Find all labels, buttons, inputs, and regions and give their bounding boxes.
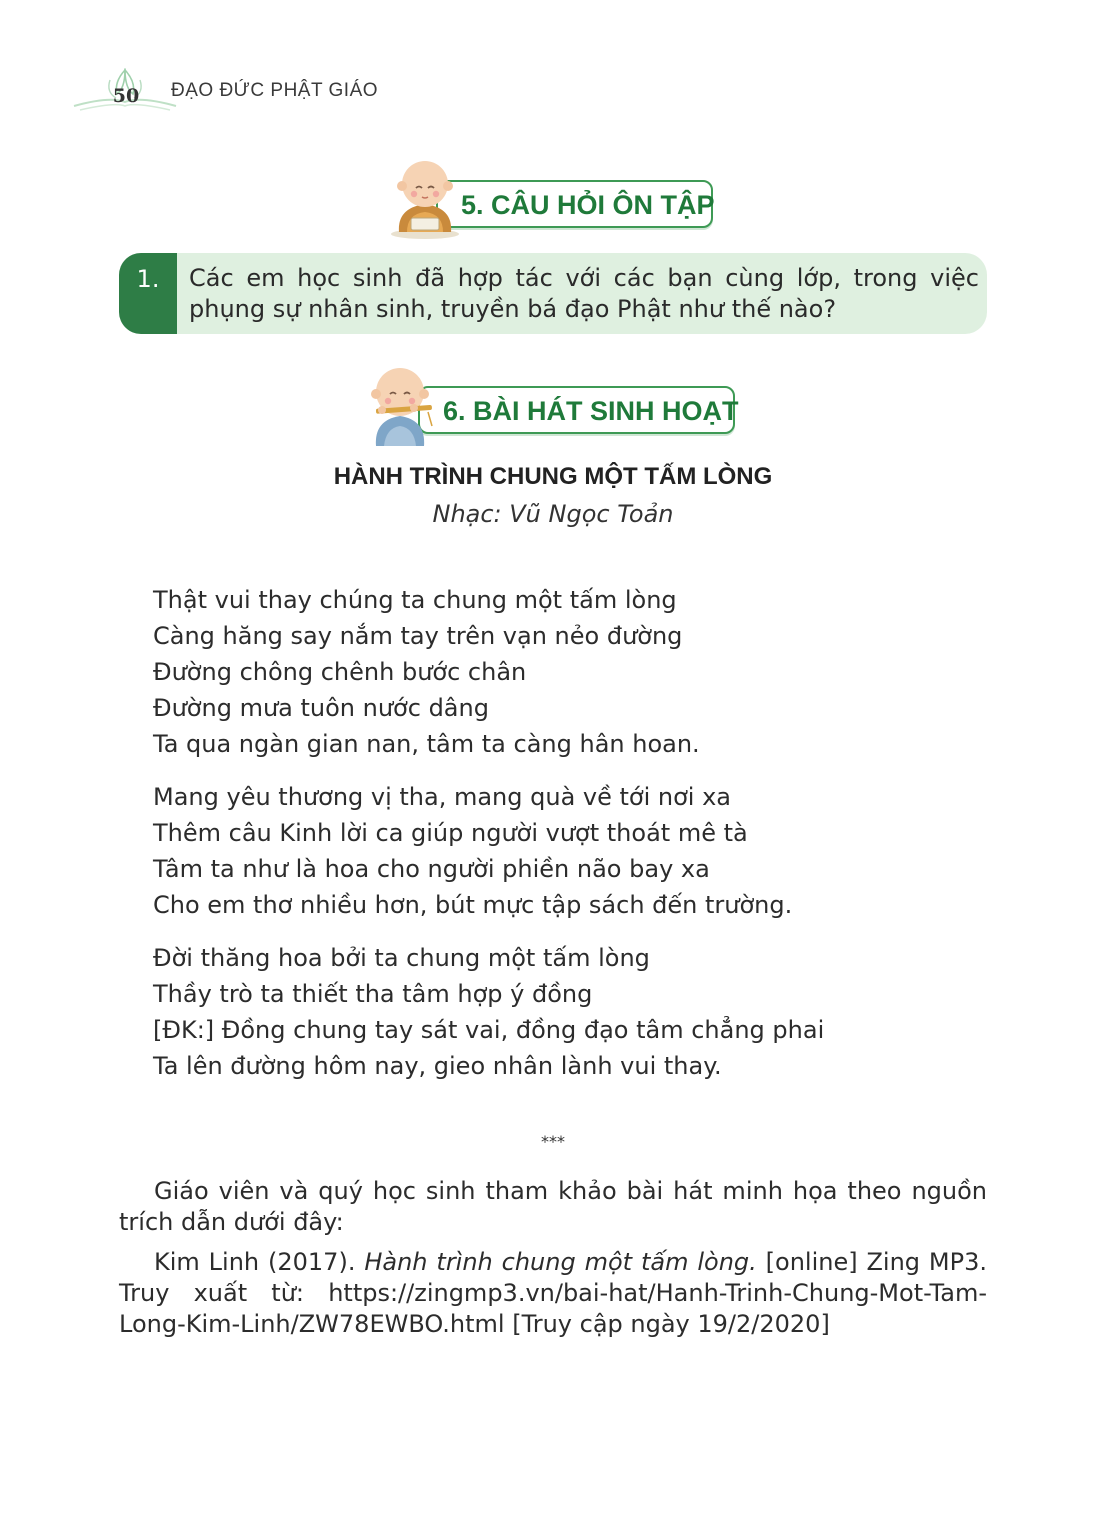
lyric-line: Đời thăng hoa bởi ta chung một tấm lòng xyxy=(153,944,650,972)
stanza-3 xyxy=(153,940,1033,1084)
page-number: 50 xyxy=(112,85,140,107)
section-6-label: 6. BÀI HÁT SINH HOẠT xyxy=(443,396,739,426)
question-number: 1. xyxy=(136,265,160,293)
lyric-line: Càng hăng say nắm tay trên vạn nẻo đường xyxy=(153,622,683,650)
question-text: Các em học sinh đã hợp tác với các bạn cùng lớp, trong việc phụng sự nhân sinh, truyền bá đạo Phật như thế nào? xyxy=(189,264,979,323)
song-composer: Nhạc: Vũ Ngọc Toản xyxy=(432,500,674,528)
section-5-label: 5. CÂU HỎI ÔN TẬP xyxy=(461,190,715,220)
lyric-line: Thầy trò ta thiết tha tâm hợp ý đồng xyxy=(153,980,593,1008)
lyric-line: [ĐK:] Đồng chung tay sát vai, đồng đạo tâm chẳng phai xyxy=(153,1016,825,1044)
lyric-line: Đường mưa tuôn nước dâng xyxy=(153,694,489,722)
stanza-2 xyxy=(153,779,1033,923)
citation-author: Kim Linh (2017). xyxy=(154,1248,365,1276)
lyric-line: Tâm ta như là hoa cho người phiền não bay xa xyxy=(153,855,710,883)
song-lyrics xyxy=(153,582,1033,1101)
section-divider: *** xyxy=(541,1132,565,1151)
lyric-line: Cho em thơ nhiều hơn, bút mực tập sách đến trường. xyxy=(153,891,793,919)
reference-citation xyxy=(119,1247,987,1340)
lyric-line: Thật vui thay chúng ta chung một tấm lòng xyxy=(153,586,677,614)
lyric-line: Ta qua ngàn gian nan, tâm ta càng hân hoan. xyxy=(153,730,700,758)
monk-flute-icon xyxy=(362,360,442,450)
monk-reading-icon xyxy=(385,154,465,240)
page-header xyxy=(70,66,390,114)
song-title: HÀNH TRÌNH CHUNG MỘT TẤM LÒNG xyxy=(333,463,773,490)
lyric-line: Ta lên đường hôm nay, gieo nhân lành vui thay. xyxy=(153,1052,722,1080)
lyric-line: Thêm câu Kinh lời ca giúp người vượt thoát mê tà xyxy=(153,819,748,847)
book-title: ĐẠO ĐỨC PHẬT GIÁO xyxy=(171,80,379,101)
citation-work-title: Hành trình chung một tấm lòng. xyxy=(364,1248,757,1276)
stanza-1 xyxy=(153,582,1033,762)
lyric-line: Mang yêu thương vị tha, mang quà về tới nơi xa xyxy=(153,783,732,811)
question-box xyxy=(119,253,987,334)
reference-intro: Giáo viên và quý học sinh tham khảo bài hát minh họa theo nguồn trích dẫn dưới đây: xyxy=(119,1177,987,1236)
citation-details: [online] Zing MP3. Truy xuất từ: https://zingmp3.vn/bai-hat/Hanh-Trinh-Chung-Mot-Tam-Long-Kim-Linh/ZW78EWBO.html [Truy cập ngày 19/2/2020] xyxy=(119,1248,988,1338)
lyric-line: Đường chông chênh bước chân xyxy=(153,658,527,686)
